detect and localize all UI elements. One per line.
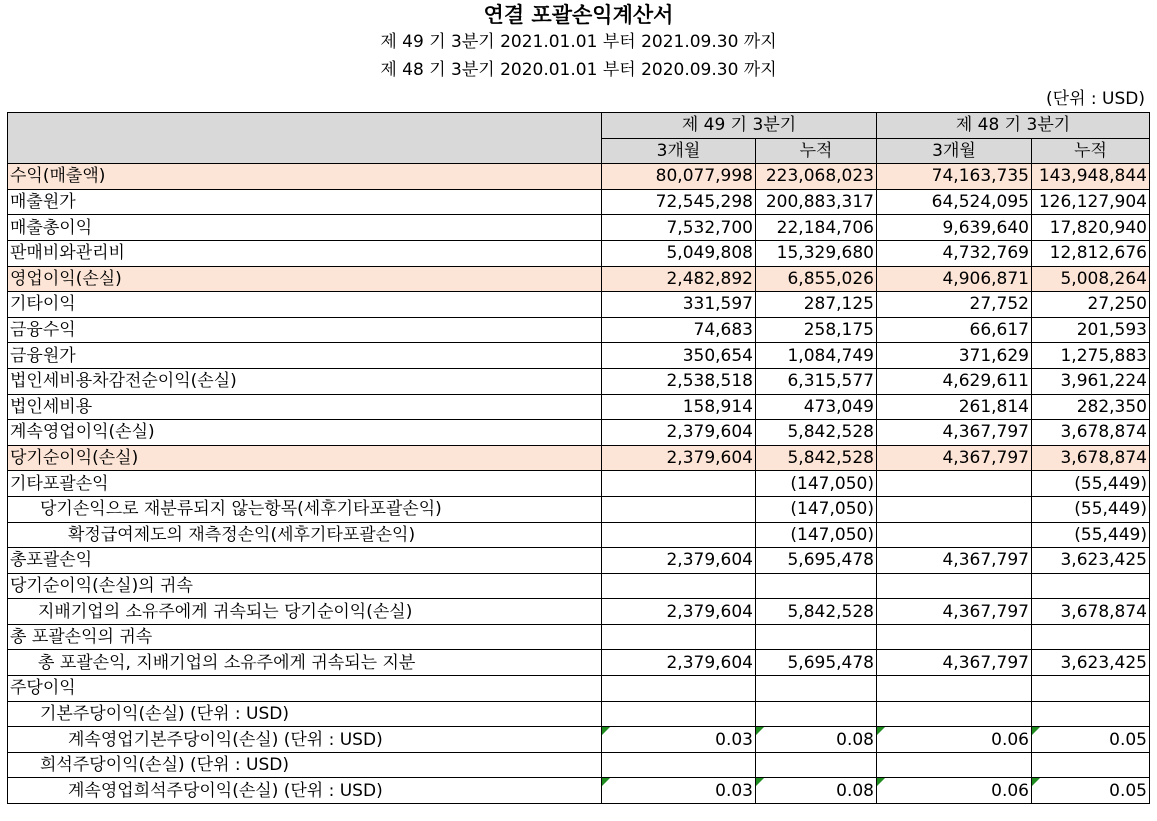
value-text: 261,814 [958, 396, 1029, 417]
value-text: 0.08 [836, 729, 874, 750]
unit-label: (단위 : USD) [1046, 89, 1145, 109]
value-text: 331,597 [682, 294, 753, 315]
value-text: 15,329,680 [776, 243, 874, 264]
value-cell-p3 [877, 420, 1032, 446]
row-label: 판매비와관리비 [8, 240, 602, 266]
comment-marker-icon [877, 727, 885, 735]
row-label: 주당이익 [8, 676, 602, 702]
value-text: 126,127,904 [1038, 192, 1147, 213]
table-row [8, 778, 1150, 804]
value-cell-pc [1032, 266, 1150, 292]
value-cell-c3 [602, 215, 756, 241]
value-cell-cc [756, 215, 877, 241]
value-cell-p3 [877, 368, 1032, 394]
value-cell-c3 [602, 624, 756, 650]
value-cell-p3 [877, 496, 1032, 522]
table-row [8, 445, 1150, 471]
value-cell-pc [1032, 650, 1150, 676]
table-row [8, 573, 1150, 599]
value-cell-pc [1032, 240, 1150, 266]
value-cell-p3 [877, 522, 1032, 548]
row-label: 매출원가 [8, 189, 602, 215]
value-cell-p3 [877, 778, 1032, 804]
value-cell-p3 [877, 343, 1032, 369]
value-cell-pc [1032, 522, 1150, 548]
value-cell-cc [756, 445, 877, 471]
value-text: 371,629 [958, 345, 1029, 366]
value-cell-c3 [602, 496, 756, 522]
row-label: 확정급여제도의 재측정손익(세후기타포괄손익) [8, 522, 602, 548]
value-text: 1,084,749 [787, 345, 874, 366]
value-text: 0.05 [1109, 729, 1147, 750]
value-cell-p3 [877, 727, 1032, 753]
row-label: 법인세비용 [8, 394, 602, 420]
value-text: 350,654 [682, 345, 753, 366]
value-text: 17,820,940 [1049, 217, 1147, 238]
value-cell-p3 [877, 189, 1032, 215]
value-cell-pc [1032, 420, 1150, 446]
value-cell-p3 [877, 445, 1032, 471]
row-label: 기타포괄손익 [8, 471, 602, 497]
value-text: 5,008,264 [1060, 268, 1147, 289]
value-text: 0.06 [991, 729, 1029, 750]
value-cell-c3 [602, 445, 756, 471]
value-text: 3,678,874 [1060, 422, 1147, 443]
table-row [8, 676, 1150, 702]
value-cell-pc [1032, 599, 1150, 625]
header-prior-three-month: 3개월 [877, 138, 1032, 164]
value-text: 5,695,478 [787, 550, 874, 571]
row-label: 기본주당이익(손실) (단위 : USD) [8, 701, 602, 727]
value-text: 2,379,604 [666, 448, 753, 469]
value-text: 4,732,769 [942, 243, 1029, 264]
value-cell-pc [1032, 676, 1150, 702]
value-cell-pc [1032, 727, 1150, 753]
value-text: (55,449) [1074, 473, 1147, 494]
value-cell-c3 [602, 778, 756, 804]
value-cell-p3 [877, 650, 1032, 676]
value-text: 258,175 [803, 320, 874, 341]
value-cell-cc [756, 164, 877, 190]
value-cell-cc [756, 548, 877, 574]
value-cell-cc [756, 420, 877, 446]
value-cell-cc [756, 368, 877, 394]
value-cell-pc [1032, 445, 1150, 471]
value-cell-p3 [877, 292, 1032, 318]
value-text: 66,617 [969, 320, 1029, 341]
value-cell-c3 [602, 164, 756, 190]
value-text: (147,050) [790, 499, 874, 520]
value-text: 201,593 [1076, 320, 1147, 341]
value-cell-pc [1032, 368, 1150, 394]
value-cell-c3 [602, 240, 756, 266]
value-text: 2,379,604 [666, 601, 753, 622]
row-label: 총포괄손익 [8, 548, 602, 574]
row-label: 영업이익(손실) [8, 266, 602, 292]
row-label: 금융원가 [8, 343, 602, 369]
value-cell-cc [756, 624, 877, 650]
row-label: 당기순이익(손실) [8, 445, 602, 471]
value-text: 6,855,026 [787, 268, 874, 289]
value-text: 0.03 [715, 729, 753, 750]
value-cell-c3 [602, 266, 756, 292]
row-label: 계속영업이익(손실) [8, 420, 602, 446]
table-row [8, 343, 1150, 369]
row-label: 매출총이익 [8, 215, 602, 241]
comment-marker-icon [756, 778, 764, 786]
value-text: 27,250 [1087, 294, 1147, 315]
value-cell-cc [756, 522, 877, 548]
value-cell-cc [756, 496, 877, 522]
table-row [8, 215, 1150, 241]
value-text: 3,678,874 [1060, 601, 1147, 622]
value-text: 3,623,425 [1060, 652, 1147, 673]
value-cell-c3 [602, 394, 756, 420]
value-text: 7,532,700 [666, 217, 753, 238]
value-cell-c3 [602, 343, 756, 369]
value-cell-cc [756, 727, 877, 753]
value-cell-cc [756, 343, 877, 369]
value-text: 6,315,577 [787, 371, 874, 392]
value-cell-pc [1032, 394, 1150, 420]
value-cell-c3 [602, 701, 756, 727]
table-row [8, 624, 1150, 650]
value-cell-pc [1032, 343, 1150, 369]
value-cell-c3 [602, 317, 756, 343]
comment-marker-icon [602, 778, 610, 786]
value-text: 143,948,844 [1038, 166, 1147, 187]
value-text: 4,367,797 [942, 448, 1029, 469]
value-cell-p3 [877, 215, 1032, 241]
value-text: 4,367,797 [942, 422, 1029, 443]
value-cell-p3 [877, 548, 1032, 574]
comment-marker-icon [1032, 727, 1040, 735]
value-text: 74,163,735 [931, 166, 1029, 187]
document-title: 연결 포괄손익계산서 [483, 3, 674, 27]
row-label: 지배기업의 소유주에게 귀속되는 당기순이익(손실) [8, 599, 602, 625]
value-cell-pc [1032, 164, 1150, 190]
value-cell-p3 [877, 599, 1032, 625]
value-cell-p3 [877, 394, 1032, 420]
row-label: 당기손익으로 재분류되지 않는항목(세후기타포괄손익) [8, 496, 602, 522]
row-label: 당기순이익(손실)의 귀속 [8, 573, 602, 599]
value-cell-c3 [602, 189, 756, 215]
header-account-cell [8, 113, 602, 164]
value-text: 2,538,518 [666, 371, 753, 392]
value-cell-cc [756, 752, 877, 778]
value-cell-pc [1032, 752, 1150, 778]
value-text: 5,049,808 [666, 243, 753, 264]
value-text: 158,914 [682, 396, 753, 417]
table-row [8, 727, 1150, 753]
table-row [8, 164, 1150, 190]
value-cell-cc [756, 471, 877, 497]
value-text: 4,629,611 [942, 371, 1029, 392]
value-cell-p3 [877, 317, 1032, 343]
header-current-period: 제 49 기 3분기 [602, 113, 877, 139]
value-text: 3,961,224 [1060, 371, 1147, 392]
row-label: 법인세비용차감전순이익(손실) [8, 368, 602, 394]
table-row [8, 522, 1150, 548]
row-label: 수익(매출액) [8, 164, 602, 190]
value-cell-pc [1032, 215, 1150, 241]
value-cell-p3 [877, 624, 1032, 650]
comment-marker-icon [602, 727, 610, 735]
value-text: 200,883,317 [765, 192, 874, 213]
table-row [8, 317, 1150, 343]
value-cell-pc [1032, 317, 1150, 343]
value-text: 282,350 [1076, 396, 1147, 417]
row-label: 계속영업기본주당이익(손실) (단위 : USD) [8, 727, 602, 753]
value-cell-cc [756, 240, 877, 266]
value-text: 9,639,640 [942, 217, 1029, 238]
table-row [8, 752, 1150, 778]
value-text: (147,050) [790, 524, 874, 545]
value-cell-p3 [877, 676, 1032, 702]
value-cell-c3 [602, 522, 756, 548]
income-statement-table [7, 112, 1150, 804]
table-row [8, 240, 1150, 266]
value-cell-p3 [877, 164, 1032, 190]
value-cell-p3 [877, 752, 1032, 778]
value-text: 5,842,528 [787, 422, 874, 443]
table-row [8, 650, 1150, 676]
table-row [8, 420, 1150, 446]
value-text: 5,842,528 [787, 601, 874, 622]
value-text: 4,367,797 [942, 550, 1029, 571]
value-cell-c3 [602, 548, 756, 574]
value-text: 5,842,528 [787, 448, 874, 469]
header-prior-period: 제 48 기 3분기 [877, 113, 1150, 139]
value-cell-cc [756, 573, 877, 599]
table-row [8, 266, 1150, 292]
value-cell-pc [1032, 471, 1150, 497]
value-cell-pc [1032, 701, 1150, 727]
table-row [8, 394, 1150, 420]
comment-marker-icon [756, 727, 764, 735]
value-cell-p3 [877, 240, 1032, 266]
table-row [8, 292, 1150, 318]
value-text: 2,482,892 [666, 268, 753, 289]
value-text: (55,449) [1074, 524, 1147, 545]
value-cell-p3 [877, 471, 1032, 497]
value-cell-pc [1032, 573, 1150, 599]
value-cell-cc [756, 650, 877, 676]
value-cell-c3 [602, 292, 756, 318]
value-cell-cc [756, 701, 877, 727]
value-text: 64,524,095 [931, 192, 1029, 213]
value-text: (55,449) [1074, 499, 1147, 520]
value-text: 0.05 [1109, 780, 1147, 801]
value-text: 0.03 [715, 780, 753, 801]
period-prior: 제 48 기 3분기 2020.01.01 부터 2020.09.30 까지 [380, 60, 777, 80]
table-row [8, 496, 1150, 522]
comment-marker-icon [1032, 778, 1040, 786]
value-cell-p3 [877, 266, 1032, 292]
value-text: 4,367,797 [942, 652, 1029, 673]
value-text: 2,379,604 [666, 652, 753, 673]
value-text: 2,379,604 [666, 422, 753, 443]
value-cell-cc [756, 266, 877, 292]
period-current: 제 49 기 3분기 2021.01.01 부터 2021.09.30 까지 [380, 32, 777, 52]
value-text: 0.06 [991, 780, 1029, 801]
row-label: 희석주당이익(손실) (단위 : USD) [8, 752, 602, 778]
value-text: 27,752 [969, 294, 1029, 315]
header-current-three-month: 3개월 [602, 138, 756, 164]
value-text: 2,379,604 [666, 550, 753, 571]
value-cell-cc [756, 394, 877, 420]
table-row [8, 368, 1150, 394]
value-text: 22,184,706 [776, 217, 874, 238]
row-label: 계속영업희석주당이익(손실) (단위 : USD) [8, 778, 602, 804]
table-row [8, 599, 1150, 625]
row-label: 금융수익 [8, 317, 602, 343]
value-cell-c3 [602, 752, 756, 778]
value-cell-c3 [602, 650, 756, 676]
value-text: 4,367,797 [942, 601, 1029, 622]
row-label: 기타이익 [8, 292, 602, 318]
value-cell-c3 [602, 727, 756, 753]
value-text: 0.08 [836, 780, 874, 801]
comment-marker-icon [877, 778, 885, 786]
value-cell-c3 [602, 368, 756, 394]
header-current-cumulative: 누적 [756, 138, 877, 164]
value-text: 5,695,478 [787, 652, 874, 673]
table-row [8, 701, 1150, 727]
value-text: 1,275,883 [1060, 345, 1147, 366]
row-label: 총 포괄손익, 지배기업의 소유주에게 귀속되는 지분 [8, 650, 602, 676]
value-cell-cc [756, 599, 877, 625]
value-cell-pc [1032, 778, 1150, 804]
row-label: 총 포괄손익의 귀속 [8, 624, 602, 650]
value-cell-pc [1032, 496, 1150, 522]
value-cell-c3 [602, 676, 756, 702]
value-cell-cc [756, 676, 877, 702]
value-text: 74,683 [693, 320, 753, 341]
value-cell-pc [1032, 624, 1150, 650]
value-cell-cc [756, 292, 877, 318]
value-cell-c3 [602, 573, 756, 599]
header-row-1 [8, 113, 1150, 139]
value-text: (147,050) [790, 473, 874, 494]
value-cell-cc [756, 189, 877, 215]
value-cell-p3 [877, 701, 1032, 727]
value-cell-pc [1032, 189, 1150, 215]
header-prior-cumulative: 누적 [1032, 138, 1150, 164]
value-cell-pc [1032, 292, 1150, 318]
table-row [8, 548, 1150, 574]
value-text: 4,906,871 [942, 268, 1029, 289]
value-cell-cc [756, 778, 877, 804]
value-text: 287,125 [803, 294, 874, 315]
value-cell-c3 [602, 471, 756, 497]
value-text: 80,077,998 [655, 166, 753, 187]
table-row [8, 471, 1150, 497]
value-cell-c3 [602, 599, 756, 625]
value-text: 473,049 [803, 396, 874, 417]
value-text: 3,623,425 [1060, 550, 1147, 571]
value-text: 12,812,676 [1049, 243, 1147, 264]
value-text: 72,545,298 [655, 192, 753, 213]
table-row [8, 189, 1150, 215]
value-cell-p3 [877, 573, 1032, 599]
value-cell-pc [1032, 548, 1150, 574]
value-cell-c3 [602, 420, 756, 446]
value-text: 3,678,874 [1060, 448, 1147, 469]
value-cell-cc [756, 317, 877, 343]
value-text: 223,068,023 [765, 166, 874, 187]
